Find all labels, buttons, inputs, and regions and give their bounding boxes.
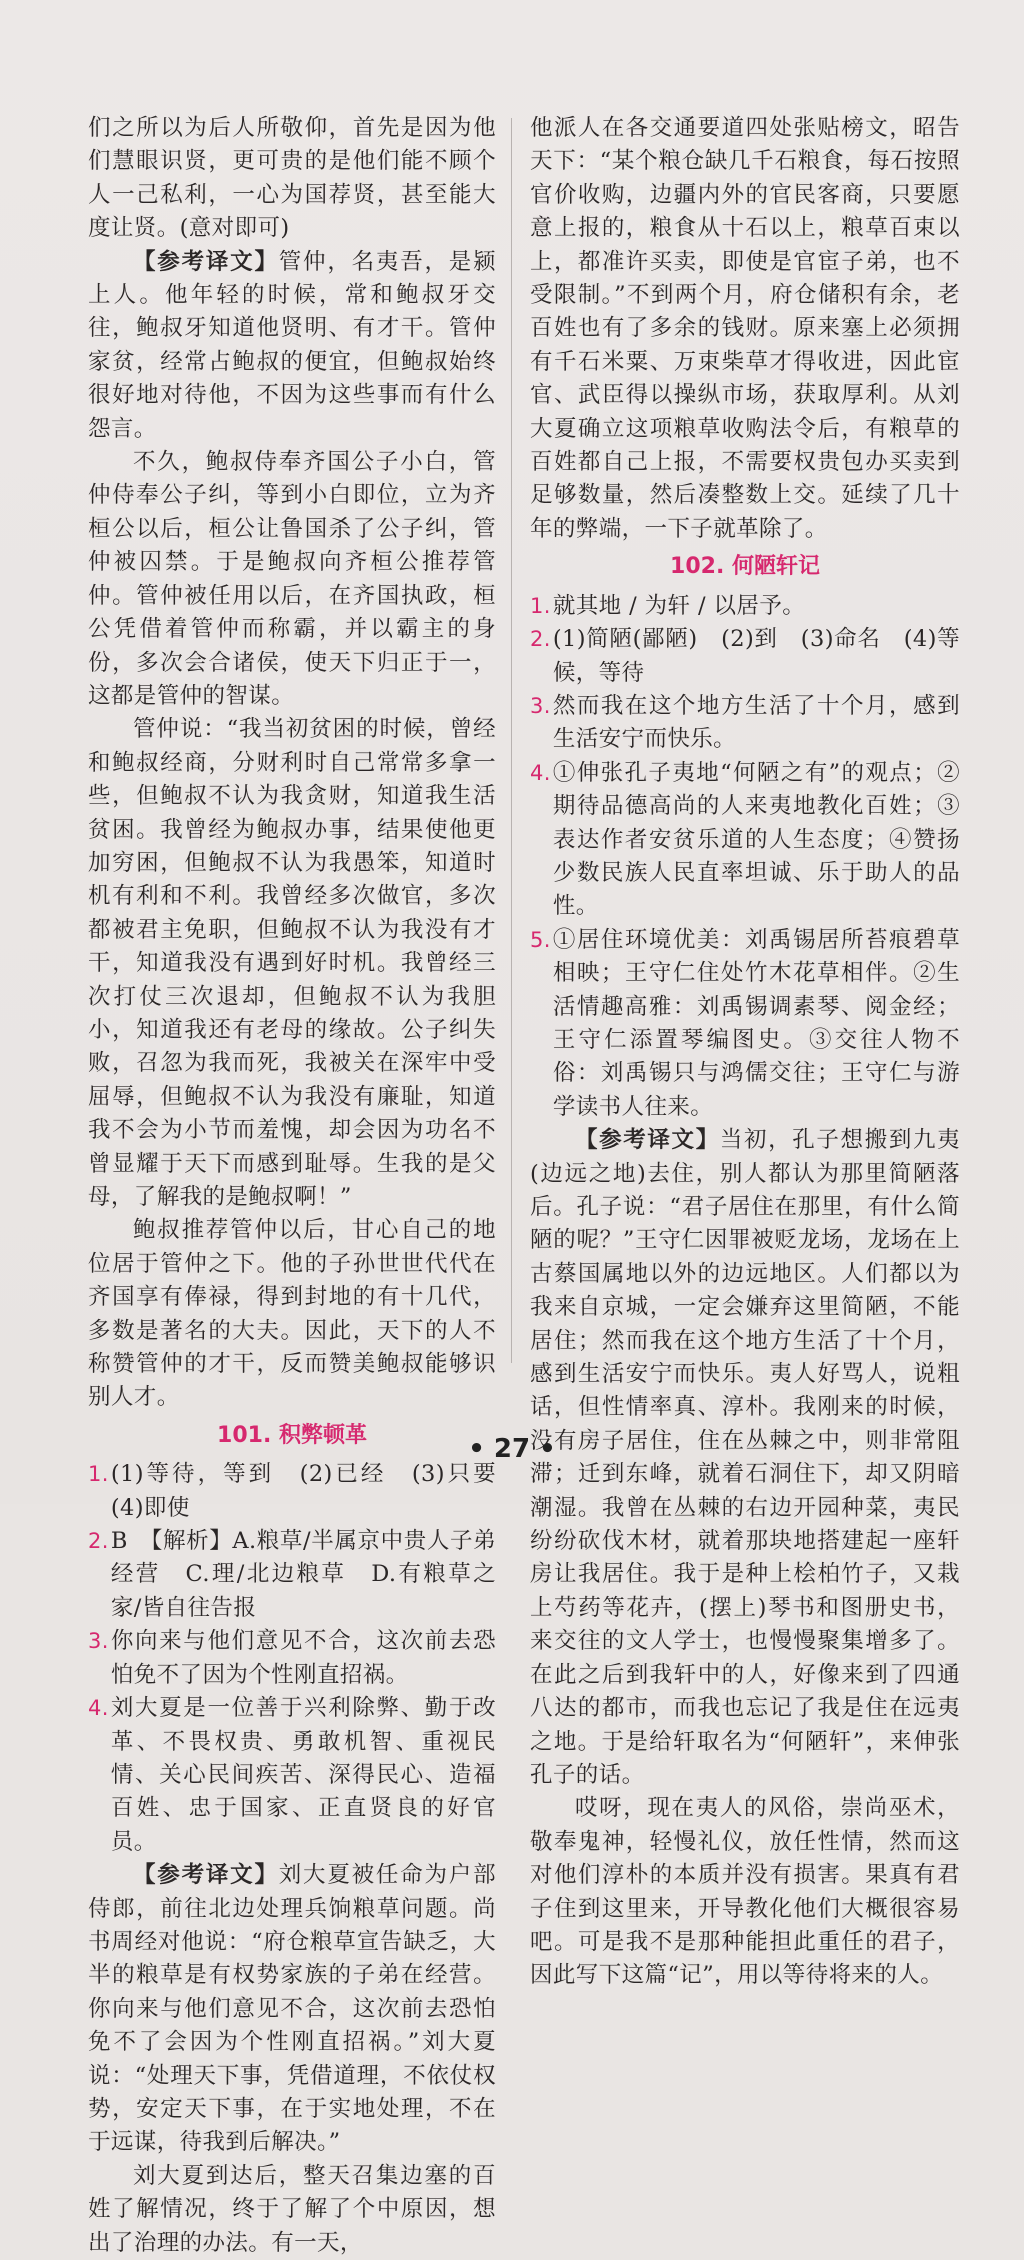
item-text: 就其地 / 为轩 / 以居予。: [552, 592, 806, 619]
paragraph: 们之所以为后人所敬仰，首先是因为他们慧眼识贤，更可贵的是他们能不顾个人一己私利，一心为国荐贤，甚至能大度让贤。(意对即可): [88, 115, 496, 242]
section-title-101: 101. 积弊顿革: [217, 1422, 367, 1448]
item-number: 4.: [530, 760, 551, 785]
translation-paragraph: [88, 246, 496, 446]
paragraph: 管仲说：“我当初贫困的时候，曾经和鲍叔经商，分财利时自己常常多拿一些，但鲍叔不认为我贪财，知道我生活贫困。我曾经为鲍叔办事，结果使他更加穷困，但鲍叔不认为我愚笨，知道时机有利和不利。我曾经多次做官，多次都被君主免职，但鲍叔不认为我没有才干，知道我没有遇到好时机。我曾经三次打仗三次退却，但鲍叔不认为我胆小，知道我还有老母的缘故。公子纠失败，召忽为我而死，我被关在深牢中受屈辱，但鲍叔不认为我没有廉耻，知道我不会为小节而羞愧，却会因为功名不曾显耀于天下而感到耻辱。生我的是父母，了解我的是鲍叔啊！”: [88, 716, 496, 1210]
item-text: B 【解析】A.粮草/半属京中贵人子弟经营 C.理/北边粮草 D.有粮草之家/皆自往告报: [110, 1528, 496, 1621]
item-number: 3.: [88, 1629, 109, 1654]
item-number: 1.: [88, 1462, 109, 1487]
reference-translation-tag: 【参考译文】: [575, 1127, 720, 1154]
reference-translation-tag: 【参考译文】: [133, 1862, 279, 1889]
item-text: 然而我在这个地方生活了十个月，感到生活安宁而快乐。: [552, 692, 960, 753]
item-number: 4.: [88, 1696, 109, 1721]
right-column: [530, 112, 960, 1993]
item-text: 你向来与他们意见不合，这次前去恐怕免不了因为个性刚直招祸。: [110, 1628, 496, 1688]
item-text: ①居住环境优美：刘禹锡居所苔痕碧草相映；王守仁住处竹木花草相伴。②生活情趣高雅：刘禹锡调素琴、阅金经；王守仁添置琴编图史。③交往人物不俗：刘禹锡只与鸿儒交往；王守仁与游学读书人往来。: [552, 926, 960, 1120]
item-text: (1)简陋(鄙陋) (2)到 (3)命名 (4)等候，等待: [552, 626, 960, 686]
column-divider: [511, 118, 512, 1363]
list-item: [88, 1692, 496, 1859]
paragraph: 他派人在各交通要道四处张贴榜文，昭告天下：“某个粮仓缺几千石粮食，每石按照官价收购，边疆内外的官民客商，只要愿意上报的，粮食从十石以上，粮草百束以上，都准许买卖，即使是官宦子弟，也不受限制。”不到两个月，府仓储积有余，老百姓也有了多余的钱财。原来塞上必须拥有千石米粟、万束柴草才得收进，因此宦官、武臣得以操纵市场，获取厚利。从刘大夏确立这项粮草收购法令后，有粮草的百姓都自己上报，不需要权贵包办买卖到足够数量，然后凑整数上交。延续了几十年的弊端，一下子就革除了。: [530, 115, 960, 542]
item-number: 1.: [530, 593, 551, 618]
item-number: 3.: [530, 693, 551, 718]
section-title-102: 102. 何陋轩记: [670, 554, 820, 580]
paragraph-text: 当初，孔子想搬到九夷(边远之地)去住，别人都认为那里简陋落后。孔子说：“君子居住在那里，有什么简陋的呢？”王守仁因罪被贬龙场，龙场在上古蔡国属地以外的边远地区。人们都以为我来自京城，一定会嫌弃这里简陋，不能居住；然而我在这个地方生活了十个月，感到生活安宁而快乐。夷人好骂人，说粗话，但性情率真、淳朴。我刚来的时候，没有房子居住，住在丛棘之中，则非常阻滞；迁到东峰，就着石洞住下，却又阴暗潮湿。我曾在丛棘的右边开园种菜，夷民纷纷砍伐木材，就着那块地搭建起一座轩房让我居住。我于是种上桧柏竹子，又栽上芍药等花卉，(摆上)琴书和图册史书，来交往的文人学士，也慢慢聚集增多了。在此之后到我轩中的人，好像来到了四通八达的都市，而我也忘记了我是住在远夷之地。于是给轩取名为“何陋轩”，来伸张孔子的话。: [530, 1127, 960, 1788]
paragraph-text: 管仲，名夷吾，是颍上人。他年轻的时候，常和鲍叔牙交往，鲍叔牙知道他贤明、有才干。管仲家贫，经常占鲍叔的便宜，但鲍叔始终很好地对待他，不因为这些事而有什么怨言。: [88, 248, 496, 442]
reference-translation-tag: 【参考译文】: [133, 248, 279, 275]
list-item: [530, 590, 960, 623]
translation-paragraph: [88, 1859, 496, 2160]
paragraph: 刘大夏到达后，整天召集边塞的百姓了解情况，终于了解了个中原因，想出了治理的办法。有一天，: [88, 2162, 496, 2256]
paragraph: 鲍叔推荐管仲以后，甘心自己的地位居于管仲之下。他的子孙世世代代在齐国享有俸禄，得到封地的有十几代，多数是著名的大夫。因此，天下的人不称赞管仲的才干，反而赞美鲍叔能够识别人才。: [88, 1217, 496, 1411]
item-number: 5.: [530, 927, 551, 952]
list-item: [530, 690, 960, 757]
list-item: [88, 1625, 496, 1692]
list-item: [530, 757, 960, 924]
item-text: (1)等待，等到 (2)已经 (3)只要 (4)即使: [110, 1461, 519, 1521]
paragraph-text: 刘大夏被任命为户部侍郎，前往北边处理兵饷粮草问题。尚书周经对他说：“府仓粮草宣告缺乏，大半的粮草是有权势家族的子弟在经营。你向来与他们意见不合，这次前去恐怕免不了会因为个性刚直招祸。”刘大夏说：“处理天下事，凭借道理，不依仗权势，安定天下事，在于实地处理，不在于远谋，待我到后解决。”: [88, 1862, 496, 2156]
item-text: ①伸张孔子夷地“何陋之有”的观点；②期待品德高尚的人来夷地教化百姓；③表达作者安贫乐道的人生态度；④赞扬少数民族人民直率坦诚、乐于助人的品性。: [552, 759, 960, 920]
paragraph: 哎呀，现在夷人的风俗，崇尚巫术，敬奉鬼神，轻慢礼仪，放任性情，然而这对他们淳朴的本质并没有损害。果真有君子住到这里来，开导教化他们大概很容易吧。可是我不是那种能担此重任的君子，因此写下这篇“记”，用以等待将来的人。: [530, 1795, 960, 1989]
item-number: 2.: [88, 1529, 109, 1554]
list-item: [530, 623, 960, 690]
list-item: [530, 924, 960, 1124]
item-text: 刘大夏是一位善于兴利除弊、勤于改革、不畏权贵、勇敢机智、重视民情、关心民间疾苦、深得民心、造福百姓、忠于国家、正直贤良的好官员。: [110, 1695, 496, 1855]
list-item: [88, 1525, 496, 1625]
item-number: 2.: [530, 627, 551, 652]
list-item: [88, 1458, 519, 1525]
paragraph: 不久，鲍叔侍奉齐国公子小白，管仲侍奉公子纠，等到小白即位，立为齐桓公以后，桓公让鲁国杀了公子纠，管仲被囚禁。于是鲍叔向齐桓公推荐管仲。管仲被任用以后，在齐国执政，桓公凭借着管仲而称霸，并以霸主的身份，多次会合诸侯，使天下归正于一，这都是管仲的智谋。: [88, 449, 496, 709]
page-number: • 27 •: [468, 1434, 556, 1464]
